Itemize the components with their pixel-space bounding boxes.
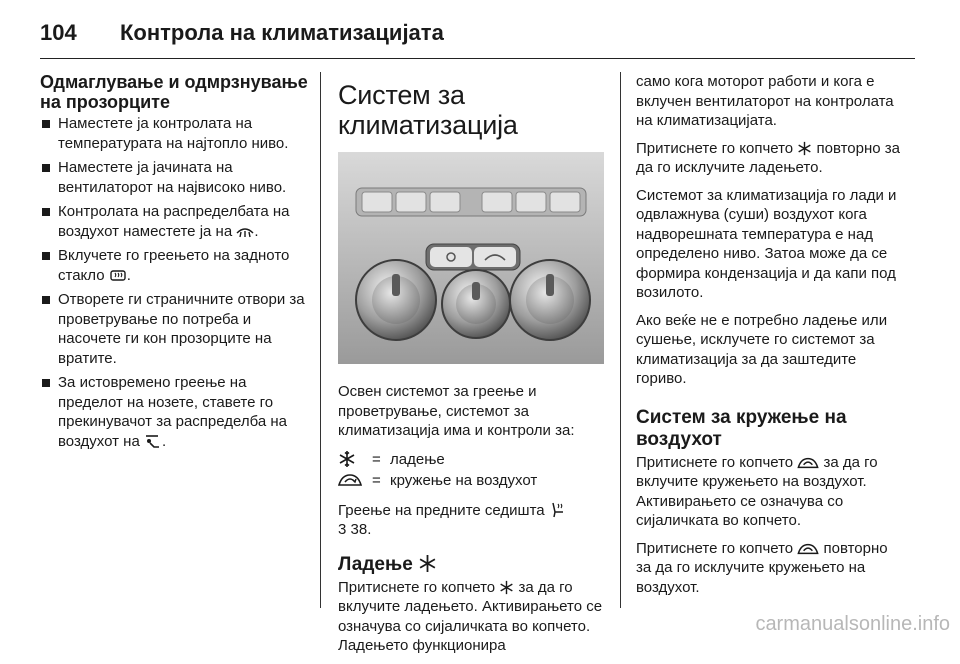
cooling-condition-text: само кога моторот работи и кога е вклучен вентилаторот на контролата на климатизацијата.	[636, 73, 894, 129]
bullet-icon	[42, 120, 50, 128]
list-item: Наместете ја контролата на температурата на најтопло ниво.	[40, 114, 308, 153]
fuel-saving-text: Ако веќе не е потребно ладење или сушење, исклучете го системот за климатизација за да заштедите гориво.	[636, 311, 888, 387]
ac-heading: Систем за климатизација	[338, 80, 518, 140]
list-item: Контролата на распределбата на воздухот наместете ја на .	[40, 202, 308, 241]
list-item: За истовремено греење на пределот на нозете, ставете го прекинувачот за распределба на воздухот на .	[40, 373, 308, 451]
climate-control-panel-photo	[338, 152, 604, 364]
watermark: carmanualsonline.info	[755, 613, 950, 635]
column-ac-continued	[636, 72, 906, 605]
windscreen-footwell-icon	[144, 433, 162, 449]
bullet-icon	[42, 208, 50, 216]
cooling-text: Притиснете го копчето за да го вклучите ладењето. Активирањето се означува со сијаличката во копчето. Ладењето функционира	[338, 578, 603, 654]
recirculation-off-text: Притиснете го копчето повторно за да го исклучите кружењето на воздухот.	[636, 539, 888, 596]
column-ac	[338, 80, 604, 664]
bullet-icon	[42, 379, 50, 387]
recirculation-icon	[797, 542, 819, 556]
snowflake-icon	[499, 580, 514, 595]
seat-heating-icon	[549, 502, 565, 518]
recirculation-on-text: Притиснете го копчето за да го вклучите кружењето на воздухот. Активирањето се означува со сијаличката во копчето.	[636, 453, 878, 529]
dehumidify-text: Системот за климатизација го лади и одвлажнува (суши) воздухот кога надворешната температура е над определено ниво. Затоа може да се формира кондензација и да капи под возилото.	[636, 186, 897, 301]
ac-legend	[338, 449, 604, 491]
column-divider	[320, 72, 321, 608]
defog-heading: Одмаглување и одмрзнување на прозорците	[40, 72, 308, 112]
recirculation-heading: Систем за кружење на воздухот	[636, 406, 847, 450]
page-title: Контрола на климатизацијата	[120, 20, 444, 45]
legend-row-cooling: = ладење	[338, 449, 604, 470]
list-item: Отворете ги страничните отвори за проветрување по потреба и насочете ги кон прозорците на вратите.	[40, 290, 308, 368]
bullet-icon	[42, 164, 50, 172]
cooling-heading: Ладење	[338, 554, 604, 576]
rear-window-heating-icon	[109, 268, 127, 283]
snowflake-icon	[797, 141, 812, 156]
page-number: 104	[40, 20, 77, 45]
windscreen-airflow-icon	[236, 224, 254, 239]
ac-intro: Освен системот за греење и проветрување, системот за климатизација има и контроли за:	[338, 383, 575, 439]
column-divider	[620, 72, 621, 608]
list-item: Вклучете го греењето на задното стакло .	[40, 246, 308, 285]
snowflake-icon	[338, 450, 356, 468]
column-defog	[40, 72, 308, 456]
recirculation-icon	[338, 472, 362, 488]
list-item: Наместете ја јачината на вентилаторот на највисоко ниво.	[40, 158, 308, 197]
defog-steps	[40, 114, 308, 451]
cooling-off-text: Притиснете го копчето повторно за да го исклучите ладењето.	[636, 139, 901, 176]
seat-heating-ref: Греење на предните седишта 3 38.	[338, 501, 604, 540]
page-header	[40, 14, 915, 59]
legend-row-recirculation: = кружење на воздухот	[338, 470, 604, 491]
snowflake-icon	[418, 554, 437, 573]
bullet-icon	[42, 252, 50, 260]
recirculation-icon	[797, 456, 819, 470]
bullet-icon	[42, 296, 50, 304]
